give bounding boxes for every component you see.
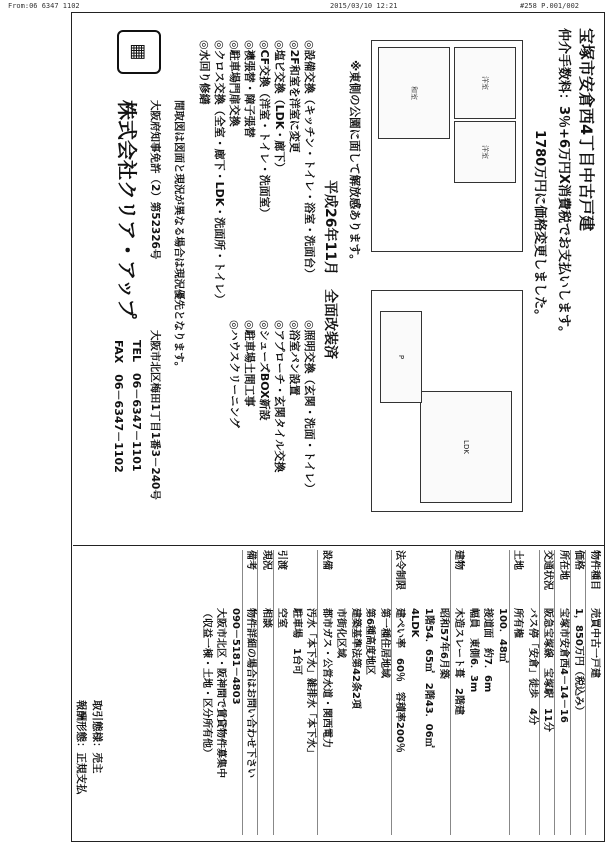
table-row [509,550,525,835]
detail-value: 接道面 約7．6m [482,608,494,693]
company-name: 株式会社クリア・アップ [115,100,139,319]
detail-value: 汚水「本下水」雑排水「本下水」 [305,608,317,758]
detail-label [480,550,495,608]
table-row [495,550,510,835]
table-row [303,550,318,835]
table-row [273,550,289,835]
detail-value: 売買中古一戸建 [589,608,600,678]
detail-label [466,550,481,608]
table-row [333,550,348,835]
table-row [539,550,555,835]
detail-value: 昭和57年6月築 [438,608,449,679]
detail-value: 建ぺい率 60％ 容積率200％ [394,608,406,753]
detail-label: 所在地 [558,550,569,580]
table-row [407,550,422,835]
renovation-list-left [197,40,317,310]
table-row [258,550,274,835]
detail-value: 4LDK [409,608,420,638]
detail-value: 都市ガス・公営水道・関西電力 [321,608,332,748]
renovation-item: ◎塩ビ交換（LDK・廊下） [273,40,286,174]
disclaimer: 間取図は図面と現況が異なる場合は現況優先となります。 [173,100,185,373]
detail-label: 法令制限 [394,550,406,590]
detail-value: 幅員 東側6．3m [468,608,479,693]
detail-label: 備考 [245,550,257,570]
table-row [480,550,495,835]
detail-label: 交通状況 [542,550,554,590]
detail-value: 100．48㎡ [497,608,508,663]
detail-value: 木造スレート葺 2階建 [453,608,465,715]
table-row [213,550,228,835]
renovation-item: ◎シューズBOX新設 [258,320,271,421]
table-row [466,550,481,835]
renovation-item: ◎襖張替・障子張替 [243,40,256,138]
detail-label [362,550,377,608]
table-row [362,550,377,835]
renovation-item: ◎設備交換（キッチン・トイレ・浴室・洗面台） [303,40,316,280]
table-row [377,550,392,835]
transaction-type: 取引態様：売主 [91,700,103,774]
detail-label: 価格 [573,550,585,570]
detail-label: 引渡 [276,550,288,570]
detail-value: 090－5181－4803 [230,608,241,705]
table-row [436,550,451,835]
detail-label [213,550,228,608]
renovation-item: ◎ハウスクリーニング [228,320,241,429]
table-row [289,550,304,835]
table-row [199,550,214,835]
detail-label [495,550,510,608]
company-address: 大阪市北区梅田1丁目1番3－240号 [149,330,161,500]
table-row [318,550,334,835]
renovation-item: ◎CF交換（洋室・トイレ・洗面室） [258,40,271,219]
detail-value: 市街化区域 [335,608,347,658]
detail-value: 空室 [276,608,288,628]
page-title: 宝塚市安倉西4丁目中古戸建 [577,28,596,232]
detail-label [407,550,422,608]
table-row [421,550,436,835]
detail-value: 駐車場 1台可 [291,608,302,675]
detail-label [333,550,348,608]
detail-label [525,550,540,608]
company-logo: ▦ [117,30,161,74]
detail-label: 土地 [512,550,524,570]
table-row [450,550,466,835]
transaction-commission: 報酬形態：正規支払 [75,700,87,795]
table-row [228,550,243,835]
detail-label [421,550,436,608]
renovation-item: ◎駐車場土間工事 [243,320,256,407]
detail-label [228,550,243,608]
floorplan-room: 和室 [378,47,450,139]
floorplan-room: 洋室 [454,47,516,119]
detail-label [377,550,392,608]
detail-value: 所有権 [512,608,524,638]
table-row [242,550,258,835]
renovation-item: ◎照明交換（玄関・洗面・トイレ） [303,320,316,495]
renovation-heading: 平成26年11月 全面改装済 [322,180,338,359]
detail-value: 物件詳細の場合はお問い合わせ下さい [245,608,257,778]
detail-label: 建物 [453,550,465,570]
floorplan-2f [371,290,523,512]
renovation-item: ◎クロス交換（全室・廊下・LDK・洗面所・トイレ） [213,40,226,305]
renovation-item: ◎水回り修繕 [198,40,211,105]
detail-label [199,550,214,608]
floorplan-room: LDK [420,391,512,503]
fax-datetime: 2015/03/10 12:21 [330,2,398,10]
detail-value: （収益一棟・土地・区分所有他） [201,608,212,758]
price-change-note: 1780万円に価格変更しました。 [532,130,547,323]
detail-value: 宝塚市安倉西4－14－16 [558,608,569,723]
park-note: ※東側の公園に面して解放感あります。 [348,60,362,266]
detail-value: 阪急宝塚線 宝塚駅 11分 [542,608,554,732]
detail-label [436,550,451,608]
detail-label: 物件種目 [589,550,600,590]
company-license: 大阪府知事免許（2）第52326号 [149,100,161,260]
detail-label [348,550,363,608]
renovation-item: ◎2F和室を洋室に変更 [288,40,301,153]
renovation-item: ◎浴室パン設置 [288,320,301,396]
detail-value: 大阪市北区・阪神間で賃貸物件募集中 [215,608,227,778]
detail-label [289,550,304,608]
fax-from: From:06 6347 1102 [8,2,80,10]
table-row [570,550,586,835]
detail-label: 現況 [261,550,272,570]
floorplan-room: 洋室 [454,121,516,183]
table-row [348,550,363,835]
company-fax: FAX 06－6347－1102 [112,340,125,473]
renovation-item: ◎駐車場門扉交換 [228,40,241,127]
detail-value: 建築基準法第42条2項 [350,608,361,709]
section-divider [73,545,605,546]
table-row [586,550,602,835]
detail-value: 相談 [261,608,272,628]
detail-label [303,550,318,608]
detail-value: 第一種住居地域 [379,608,390,678]
detail-label: 設備 [321,550,332,570]
table-row [555,550,571,835]
floorplan-1f [371,40,523,252]
detail-value: 第6種高度地区 [364,608,376,675]
detail-value: 1階54．65㎡ 2階43．06㎡ [423,608,435,748]
fax-page: #258 P.001/002 [520,2,580,10]
fee-note: 仲介手数料：3％+6万円X消費税でお支払いします。 [556,28,571,339]
detail-value: 1，850万円（税込み） [573,608,585,716]
details-table [199,550,602,835]
table-row [525,550,540,835]
table-row [391,550,407,835]
renovation-item: ◎アプローチ・玄関タイル交換 [273,320,286,473]
detail-value: バス停「安倉」徒歩 4分 [527,608,538,725]
parking-space: P [380,311,422,403]
renovation-list-right [227,320,317,540]
company-tel: TEL 06－6347－1101 [130,340,143,472]
